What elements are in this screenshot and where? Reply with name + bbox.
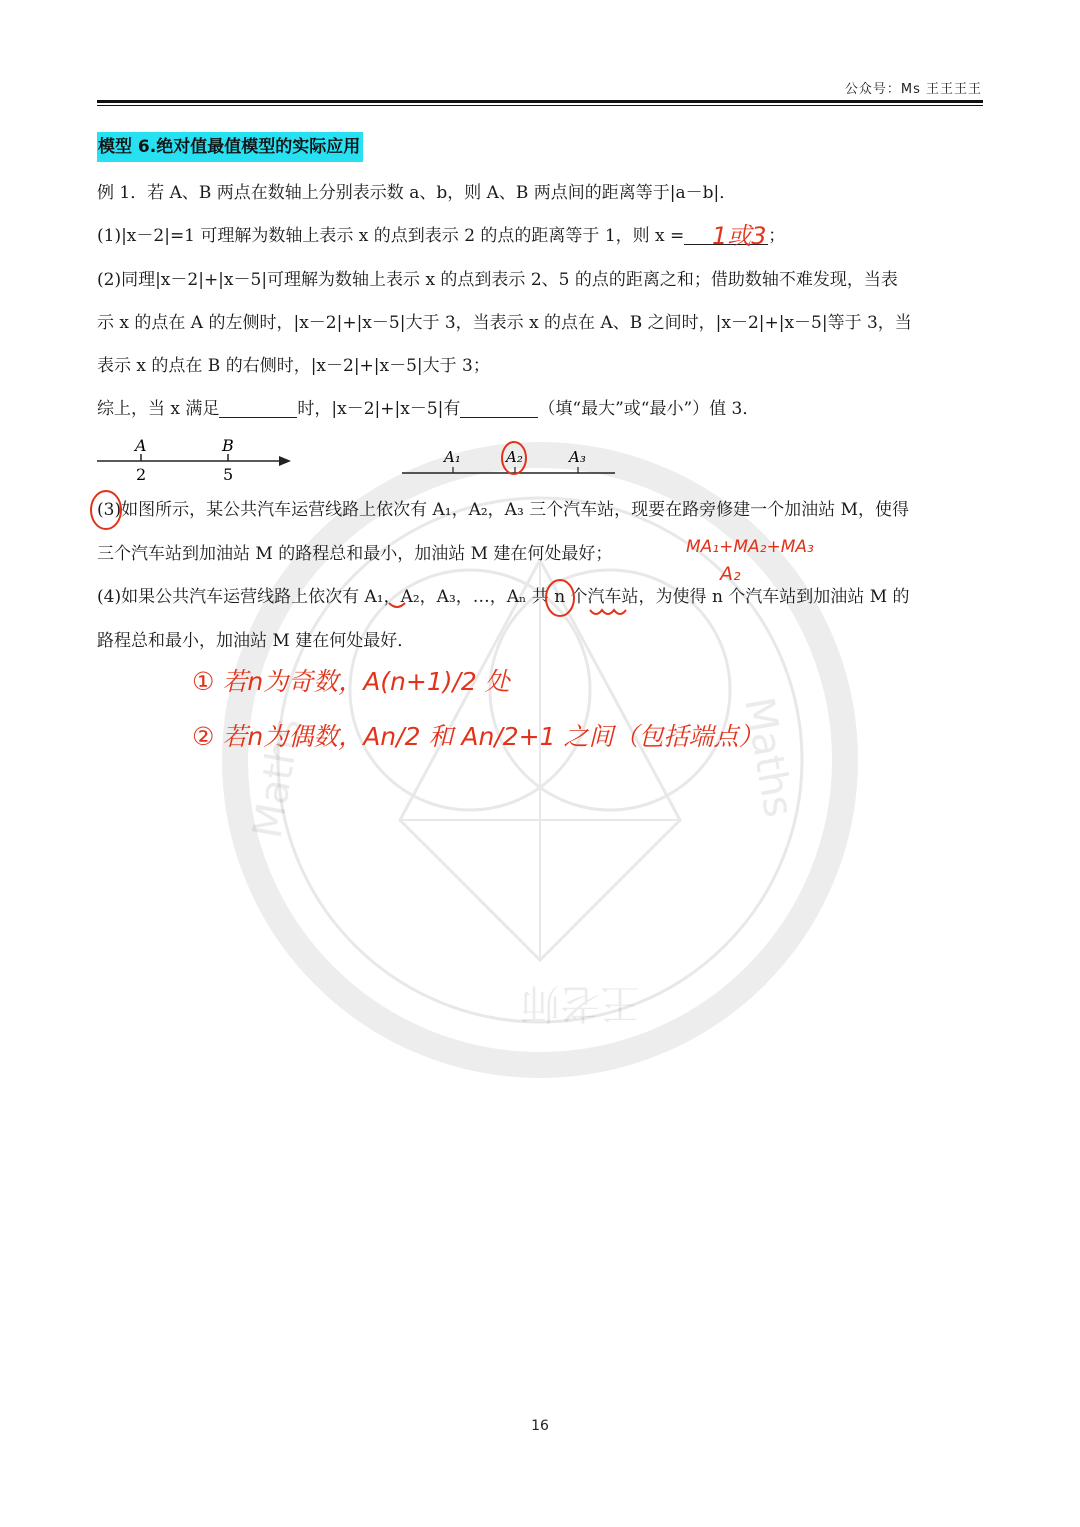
point-a-label: A bbox=[135, 436, 147, 455]
summary-line bbox=[97, 396, 987, 422]
station-a1-label: A₁ bbox=[444, 448, 461, 466]
handwritten-answer-q3: A₂ bbox=[720, 563, 741, 585]
question-2-line-2: 示 x 的点在 A 的左侧时，|x－2|+|x－5|大于 3，当表示 x 的点在 A、B 之间时，|x－2|+|x－5|等于 3，当 bbox=[97, 313, 912, 333]
question-1-text: (1)|x－2|=1 可理解为数轴上表示 x 的点到表示 2 的点的距离等于 1，则 x = bbox=[97, 226, 685, 246]
axis-arrow bbox=[279, 456, 291, 466]
handwritten-answer-q1: 1或3 bbox=[712, 222, 767, 250]
underline-n bbox=[590, 610, 626, 614]
question-3-line-1: (3)如图所示，某公共汽车运营线路上依次有 A₁，A₂，A₃ 三个汽车站，现要在路旁修建一个加油站 M，使得 bbox=[97, 500, 909, 520]
example-intro: 例 1．若 A、B 两点在数轴上分别表示数 a、b，则 A、B 两点间的距离等于|a－b|． bbox=[97, 183, 737, 203]
handwritten-case-odd: ① 若n为奇数，A(n+1)/2 处 bbox=[192, 667, 510, 696]
point-a-value: 2 bbox=[136, 465, 147, 484]
number-line-1 bbox=[95, 430, 305, 486]
question-4-line-2: 路程总和最小，加油站 M 建在何处最好． bbox=[97, 631, 415, 651]
number-line-2 bbox=[400, 440, 620, 480]
question-2-line-3: 表示 x 的点在 B 的右侧时，|x－2|+|x－5|大于 3； bbox=[97, 356, 490, 376]
question-1 bbox=[97, 223, 987, 249]
answer-blank-1 bbox=[684, 226, 768, 245]
handwritten-case-even: ② 若n为偶数，An/2 和 An/2+1 之间（包括端点） bbox=[192, 722, 764, 751]
header-rule bbox=[97, 100, 983, 103]
point-b-value: 5 bbox=[223, 465, 234, 484]
header-rule-thin bbox=[97, 105, 983, 106]
answer-blank-2 bbox=[219, 399, 297, 418]
summary-text-b: 时，|x－2|+|x－5|有 bbox=[297, 399, 461, 419]
svg-text:Maths: Maths bbox=[735, 693, 802, 821]
svg-text:王老师: 王老师 bbox=[520, 980, 640, 1026]
header-account: 公众号：Ms 王王王王 bbox=[844, 82, 982, 97]
point-b-label: B bbox=[222, 436, 234, 455]
summary-text-c: （填“最大”或“最小”）值 3． bbox=[538, 399, 760, 419]
question-2-line-1: (2)同理|x－2|+|x－5|可理解为数轴上表示 x 的点到表示 2、5 的点的距离之和；借助数轴不难发现，当表 bbox=[97, 270, 898, 290]
svg-text:Maths: Maths bbox=[244, 714, 311, 842]
question-4-line-1: (4)如果公共汽车运营线路上依次有 A₁，A₂，A₃，…，Aₙ 共 n 个汽车站，为使得 n 个汽车站到加油站 M 的 bbox=[97, 587, 910, 607]
question-3-line-2: 三个汽车站到加油站 M 的路程总和最小，加油站 M 建在何处最好； bbox=[97, 544, 613, 564]
station-a2-label: A₂ bbox=[506, 448, 523, 466]
section-title: 模型 6.绝对值最值模型的实际应用 bbox=[97, 132, 363, 162]
answer-blank-3 bbox=[460, 399, 538, 418]
station-a3-label: A₃ bbox=[569, 448, 586, 466]
handwritten-expression: MA₁+MA₂+MA₃ bbox=[686, 537, 814, 557]
summary-text-a: 综上，当 x 满足 bbox=[97, 399, 220, 419]
question-1-end: ； bbox=[768, 226, 786, 246]
page-number: 16 bbox=[531, 1418, 549, 1434]
